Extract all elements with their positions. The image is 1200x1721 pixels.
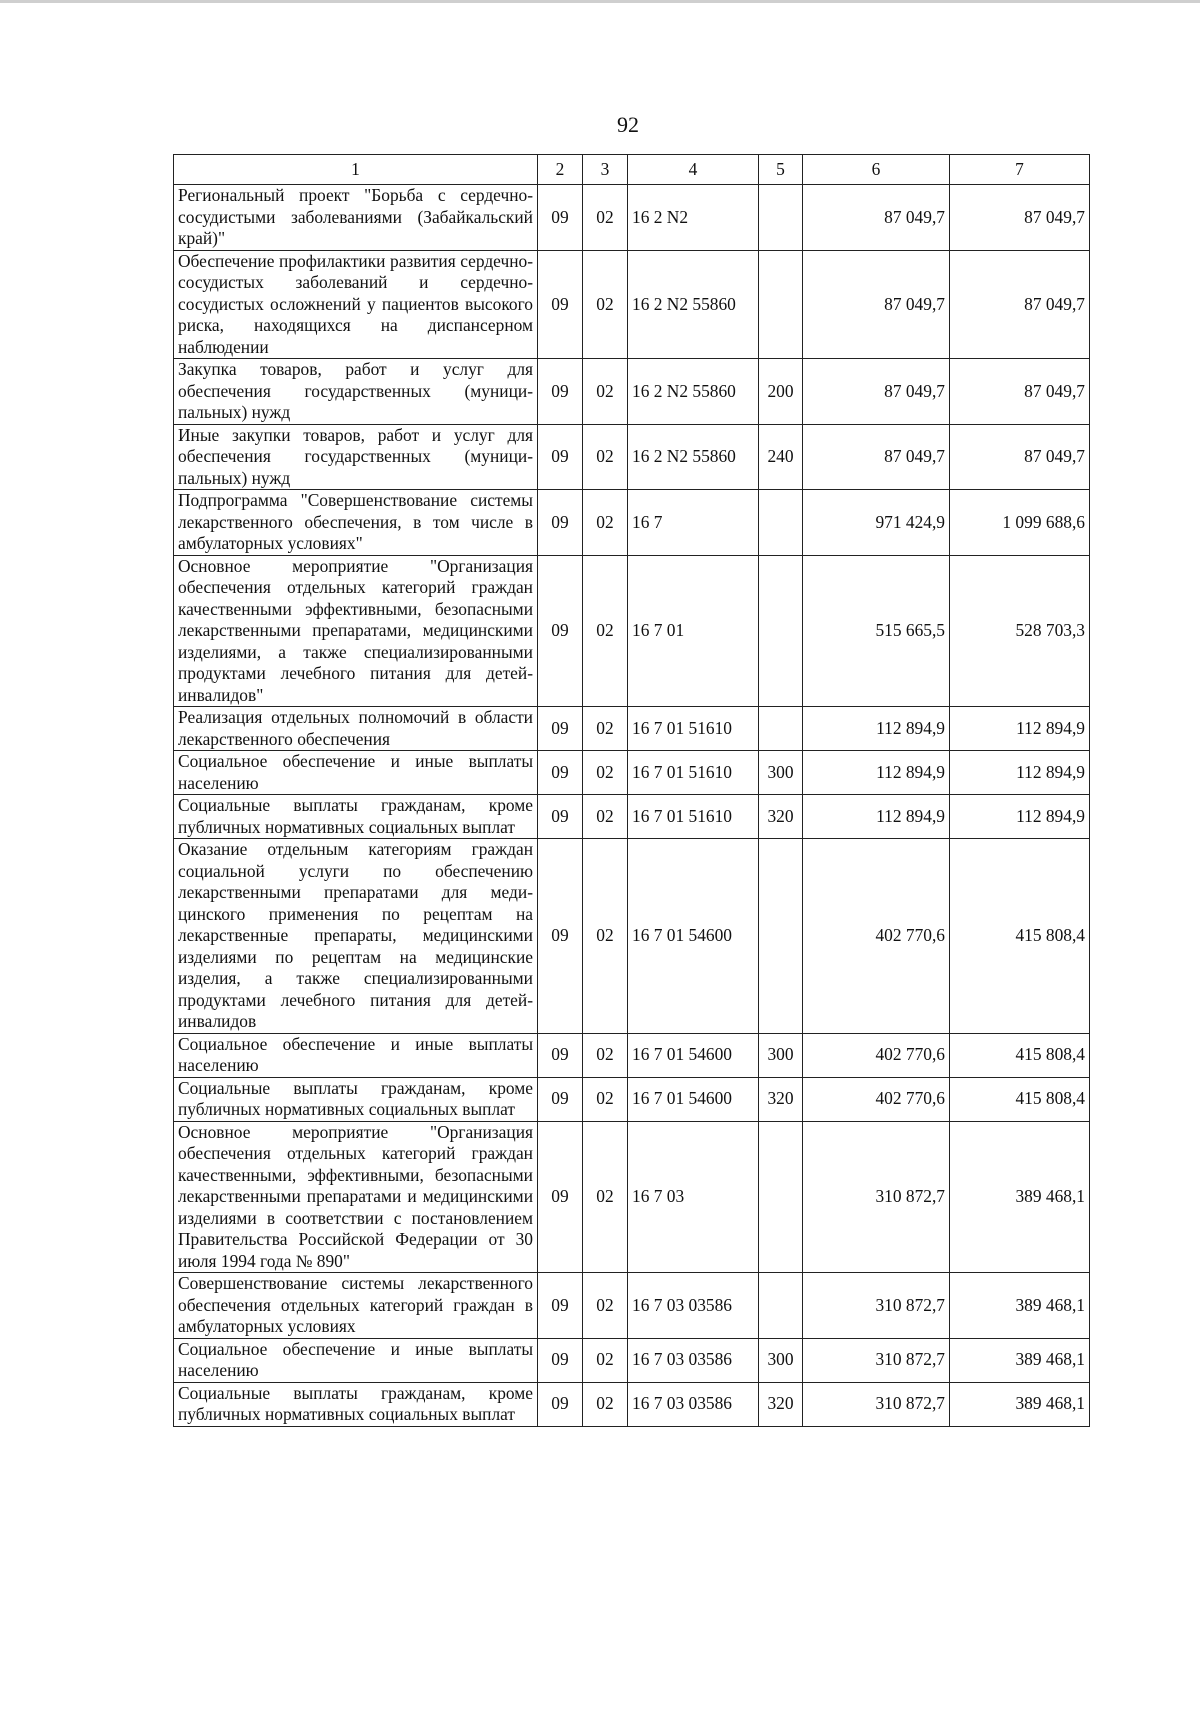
cell-expense-type: [759, 555, 803, 707]
table-row: [174, 1077, 1090, 1121]
scan-edge: [0, 0, 1200, 3]
cell-subsection: 02: [583, 1382, 628, 1426]
column-header-6: 6: [803, 155, 950, 185]
table-row: [174, 1273, 1090, 1339]
cell-section: 09: [538, 707, 583, 751]
table-row: [174, 795, 1090, 839]
cell-name: Региональный проект "Борьба с сердечно-сосудистыми заболеваниями (Забайкальский край)": [174, 185, 538, 251]
cell-name: Совершенствование системы лекарственного обеспечения отдельных категорий граждан в амбулаторных условиях: [174, 1273, 538, 1339]
cell-amount-7: 415 808,4: [950, 1077, 1090, 1121]
cell-expense-type: [759, 839, 803, 1034]
cell-expense-type: [759, 250, 803, 359]
cell-expense-type: [759, 707, 803, 751]
cell-expense-type: 320: [759, 1077, 803, 1121]
cell-target-article: 16 7 03 03586: [628, 1382, 759, 1426]
cell-target-article: 16 7 01 54600: [628, 1077, 759, 1121]
cell-amount-6: 402 770,6: [803, 1077, 950, 1121]
cell-name: Основное мероприятие "Организация обеспечения отдельных категорий граждан качественными, эффективными, безопасными лекарственными препаратами и медицинскими изделиями в соответствии с постановлением Правительства Российской Федерации от 30 июля 1994 года № 890": [174, 1121, 538, 1273]
table-row: [174, 839, 1090, 1034]
table-row: [174, 707, 1090, 751]
cell-subsection: 02: [583, 185, 628, 251]
cell-section: 09: [538, 1382, 583, 1426]
table-row: [174, 1033, 1090, 1077]
cell-amount-7: 389 468,1: [950, 1273, 1090, 1339]
column-header-4: 4: [628, 155, 759, 185]
table-row: [174, 490, 1090, 556]
cell-amount-7: 415 808,4: [950, 1033, 1090, 1077]
cell-section: 09: [538, 1121, 583, 1273]
cell-target-article: 16 7: [628, 490, 759, 556]
cell-amount-6: 112 894,9: [803, 795, 950, 839]
cell-section: 09: [538, 250, 583, 359]
cell-target-article: 16 7 01 51610: [628, 707, 759, 751]
cell-target-article: 16 7 03 03586: [628, 1273, 759, 1339]
cell-amount-6: 87 049,7: [803, 185, 950, 251]
cell-amount-6: 515 665,5: [803, 555, 950, 707]
cell-subsection: 02: [583, 1033, 628, 1077]
cell-section: 09: [538, 751, 583, 795]
table-row: [174, 555, 1090, 707]
cell-amount-7: 112 894,9: [950, 707, 1090, 751]
cell-target-article: 16 2 N2 55860: [628, 424, 759, 490]
cell-section: 09: [538, 839, 583, 1034]
cell-amount-7: 87 049,7: [950, 250, 1090, 359]
cell-name: Социальное обеспечение и иные выплаты населению: [174, 1338, 538, 1382]
cell-target-article: 16 2 N2: [628, 185, 759, 251]
cell-subsection: 02: [583, 1121, 628, 1273]
cell-target-article: 16 7 01 51610: [628, 751, 759, 795]
cell-subsection: 02: [583, 250, 628, 359]
cell-expense-type: 300: [759, 1338, 803, 1382]
cell-target-article: 16 7 03 03586: [628, 1338, 759, 1382]
table-row: [174, 1121, 1090, 1273]
cell-subsection: 02: [583, 707, 628, 751]
cell-name: Закупка товаров, работ и услуг для обеспечения государственных (муниципальных) нужд: [174, 359, 538, 425]
table-row: [174, 359, 1090, 425]
cell-amount-7: 112 894,9: [950, 751, 1090, 795]
cell-section: 09: [538, 1273, 583, 1339]
cell-name: Обеспечение профилактики развития сердечно-сосудистых заболеваний и сердечно-сосудистых осложнений у пациентов высокого риска, находящихся на диспансерном наблюдении: [174, 250, 538, 359]
cell-subsection: 02: [583, 795, 628, 839]
page-number: 92: [617, 112, 639, 137]
cell-expense-type: 240: [759, 424, 803, 490]
header-row: [174, 155, 1090, 185]
table-body: [174, 185, 1090, 1427]
cell-amount-6: 87 049,7: [803, 424, 950, 490]
cell-amount-6: 402 770,6: [803, 1033, 950, 1077]
cell-expense-type: 300: [759, 1033, 803, 1077]
table-row: [174, 185, 1090, 251]
cell-expense-type: [759, 185, 803, 251]
column-header-1: 1: [174, 155, 538, 185]
cell-amount-7: 87 049,7: [950, 359, 1090, 425]
cell-amount-6: 971 424,9: [803, 490, 950, 556]
cell-section: 09: [538, 1338, 583, 1382]
table-row: [174, 1382, 1090, 1426]
cell-expense-type: 300: [759, 751, 803, 795]
cell-expense-type: [759, 1121, 803, 1273]
cell-subsection: 02: [583, 490, 628, 556]
cell-subsection: 02: [583, 751, 628, 795]
table-row: [174, 424, 1090, 490]
cell-subsection: 02: [583, 555, 628, 707]
cell-name: Реализация отдельных полномочий в области лекарственного обеспечения: [174, 707, 538, 751]
cell-section: 09: [538, 185, 583, 251]
cell-expense-type: 320: [759, 1382, 803, 1426]
column-header-7: 7: [950, 155, 1090, 185]
cell-amount-7: 389 468,1: [950, 1121, 1090, 1273]
cell-amount-7: 87 049,7: [950, 424, 1090, 490]
cell-amount-6: 402 770,6: [803, 839, 950, 1034]
cell-name: Социальные выплаты гражданам, кроме публичных нормативных социальных выплат: [174, 1077, 538, 1121]
cell-name: Основное мероприятие "Организация обеспечения отдельных категорий граждан качественными эффективными, безопасными лекарственными препаратами, медицинскими изделиями, а также специализированными продуктами лечебного питания для детей-инвалидов": [174, 555, 538, 707]
table-row: [174, 250, 1090, 359]
cell-subsection: 02: [583, 359, 628, 425]
cell-name: Социальные выплаты гражданам, кроме публичных нормативных социальных выплат: [174, 795, 538, 839]
cell-expense-type: [759, 490, 803, 556]
cell-name: Оказание отдельным категориям граждан социальной услуги по обеспечению лекарственными препаратами для медицинского применения по рецептам на лекарственные препараты, медицинскими изделиями по рецептам на медицинские изделия, а также специализированными продуктами лечебного питания для детей-инвалидов: [174, 839, 538, 1034]
cell-section: 09: [538, 555, 583, 707]
cell-name: Подпрограмма "Совершенствование системы лекарственного обеспечения, в том числе в амбулаторных условиях": [174, 490, 538, 556]
cell-subsection: 02: [583, 839, 628, 1034]
cell-amount-6: 112 894,9: [803, 707, 950, 751]
cell-expense-type: [759, 1273, 803, 1339]
cell-subsection: 02: [583, 1077, 628, 1121]
cell-subsection: 02: [583, 424, 628, 490]
cell-expense-type: 200: [759, 359, 803, 425]
column-header-3: 3: [583, 155, 628, 185]
table-row: [174, 751, 1090, 795]
cell-amount-7: 528 703,3: [950, 555, 1090, 707]
cell-amount-7: 415 808,4: [950, 839, 1090, 1034]
cell-target-article: 16 2 N2 55860: [628, 250, 759, 359]
cell-name: Социальное обеспечение и иные выплаты населению: [174, 751, 538, 795]
cell-section: 09: [538, 490, 583, 556]
cell-amount-6: 310 872,7: [803, 1273, 950, 1339]
cell-amount-7: 112 894,9: [950, 795, 1090, 839]
cell-subsection: 02: [583, 1338, 628, 1382]
column-header-2: 2: [538, 155, 583, 185]
cell-name: Социальные выплаты гражданам, кроме публичных нормативных социальных выплат: [174, 1382, 538, 1426]
cell-expense-type: 320: [759, 795, 803, 839]
cell-target-article: 16 7 01 54600: [628, 839, 759, 1034]
cell-amount-6: 87 049,7: [803, 250, 950, 359]
cell-amount-6: 310 872,7: [803, 1338, 950, 1382]
cell-section: 09: [538, 1077, 583, 1121]
cell-section: 09: [538, 795, 583, 839]
cell-target-article: 16 2 N2 55860: [628, 359, 759, 425]
cell-name: Социальное обеспечение и иные выплаты населению: [174, 1033, 538, 1077]
cell-amount-7: 389 468,1: [950, 1382, 1090, 1426]
cell-amount-6: 87 049,7: [803, 359, 950, 425]
cell-target-article: 16 7 01: [628, 555, 759, 707]
cell-amount-6: 112 894,9: [803, 751, 950, 795]
cell-amount-7: 1 099 688,6: [950, 490, 1090, 556]
cell-subsection: 02: [583, 1273, 628, 1339]
budget-table: [173, 154, 1090, 1427]
cell-section: 09: [538, 359, 583, 425]
cell-name: Иные закупки товаров, работ и услуг для обеспечения государственных (муниципальных) нужд: [174, 424, 538, 490]
column-header-5: 5: [759, 155, 803, 185]
cell-target-article: 16 7 01 51610: [628, 795, 759, 839]
cell-amount-6: 310 872,7: [803, 1382, 950, 1426]
cell-amount-6: 310 872,7: [803, 1121, 950, 1273]
cell-amount-7: 87 049,7: [950, 185, 1090, 251]
cell-section: 09: [538, 1033, 583, 1077]
cell-target-article: 16 7 03: [628, 1121, 759, 1273]
cell-section: 09: [538, 424, 583, 490]
cell-target-article: 16 7 01 54600: [628, 1033, 759, 1077]
table-row: [174, 1338, 1090, 1382]
cell-amount-7: 389 468,1: [950, 1338, 1090, 1382]
